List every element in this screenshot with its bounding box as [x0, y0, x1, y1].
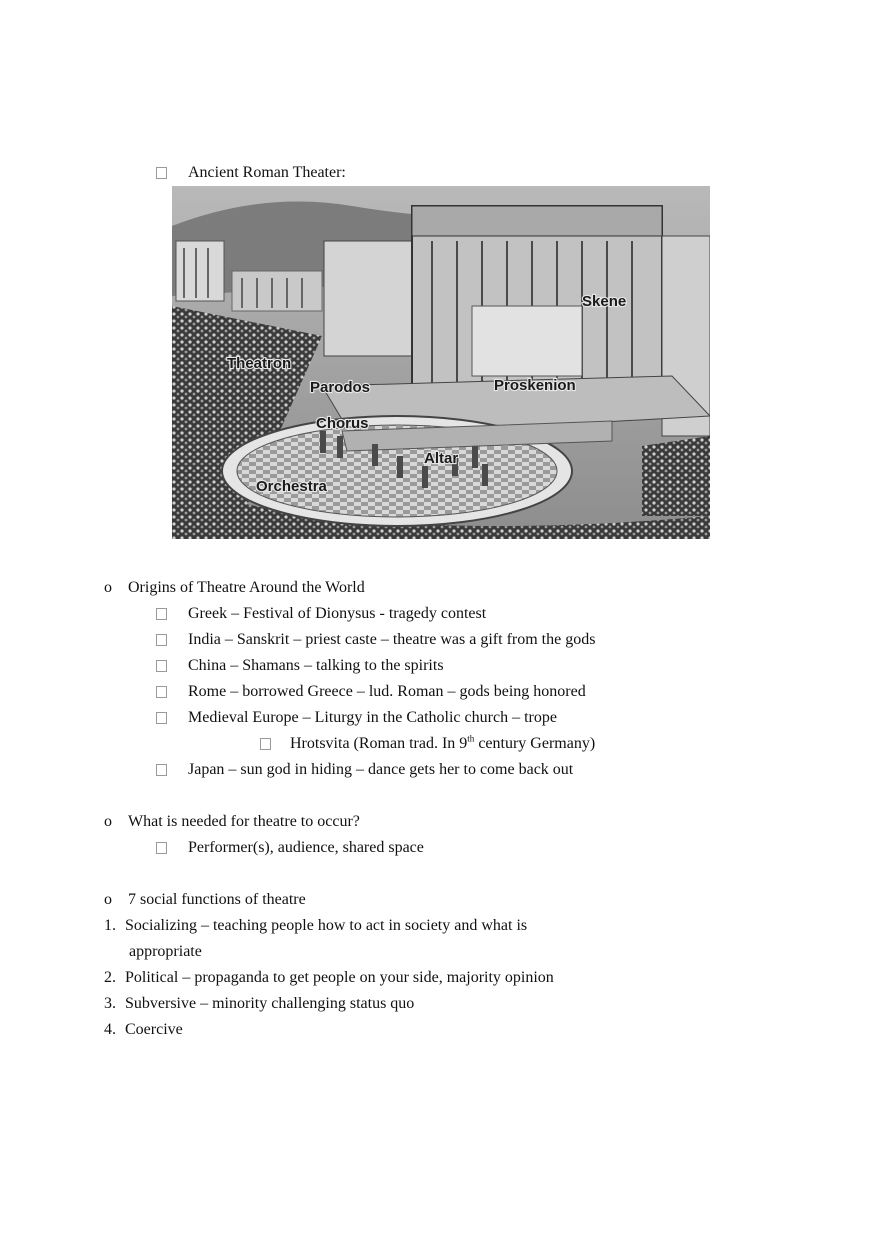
item-number: 4. — [104, 1021, 116, 1038]
square-bullet-icon — [156, 634, 167, 646]
square-bullet-icon — [156, 167, 167, 179]
ancient-theater-image — [172, 186, 710, 539]
square-bullet-icon — [156, 712, 167, 724]
item-text: Socializing – teaching people how to act in society and what is — [125, 917, 528, 934]
circle-bullet: o — [104, 891, 112, 908]
intro-heading: Ancient Roman Theater: — [188, 164, 346, 181]
item-text: Political – propaganda to get people on your side, majority opinion — [125, 969, 554, 986]
label-parodos: Parodos — [310, 379, 371, 396]
label-skene: Skene — [582, 293, 627, 310]
section-functions-title-line — [104, 890, 306, 910]
item-number: 3. — [104, 995, 116, 1012]
numbered-item — [104, 968, 554, 988]
label-theatron: Theatron — [227, 355, 292, 372]
item-text: Subversive – minority challenging status quo — [125, 995, 415, 1012]
numbered-item — [104, 1020, 183, 1040]
list-subitem-text: Hrotsvita (Roman trad. In 9th century Germany) — [290, 733, 596, 752]
list-item-text: China – Shamans – talking to the spirits — [188, 657, 444, 674]
section-origins-title: Origins of Theatre Around the World — [128, 579, 365, 596]
theater-illustration — [172, 186, 710, 539]
square-bullet-icon — [260, 738, 271, 750]
square-bullet-icon — [156, 764, 167, 776]
section-origins-title-line — [104, 578, 365, 598]
section-needed-title-line — [104, 812, 360, 832]
list-item-text: Greek – Festival of Dionysus - tragedy contest — [188, 605, 487, 622]
numbered-item-continuation: appropriate — [129, 943, 202, 960]
label-altar: Altar — [424, 450, 459, 467]
section-functions-title: 7 social functions of theatre — [128, 891, 306, 908]
square-bullet-icon — [156, 660, 167, 672]
label-proskenion: Proskenion — [494, 377, 576, 394]
square-bullet-icon — [156, 686, 167, 698]
circle-bullet: o — [104, 579, 112, 596]
list-item-text: India – Sanskrit – priest caste – theatre was a gift from the gods — [188, 631, 596, 648]
square-bullet-icon — [156, 608, 167, 620]
list-item-text: Medieval Europe – Liturgy in the Catholic church – trope — [188, 709, 557, 726]
circle-bullet: o — [104, 813, 112, 830]
label-chorus: Chorus — [316, 415, 369, 432]
list-item-text: Japan – sun god in hiding – dance gets her to come back out — [188, 761, 574, 778]
numbered-item — [104, 916, 528, 936]
item-text: Coercive — [125, 1021, 183, 1038]
list-item-text: Rome – borrowed Greece – lud. Roman – gods being honored — [188, 683, 586, 700]
item-number: 1. — [104, 917, 116, 934]
numbered-item — [104, 994, 415, 1014]
list-item-text: Performer(s), audience, shared space — [188, 839, 424, 856]
square-bullet-icon — [156, 842, 167, 854]
label-orchestra: Orchestra — [256, 478, 327, 495]
item-number: 2. — [104, 969, 116, 986]
section-needed-title: What is needed for theatre to occur? — [128, 813, 360, 830]
